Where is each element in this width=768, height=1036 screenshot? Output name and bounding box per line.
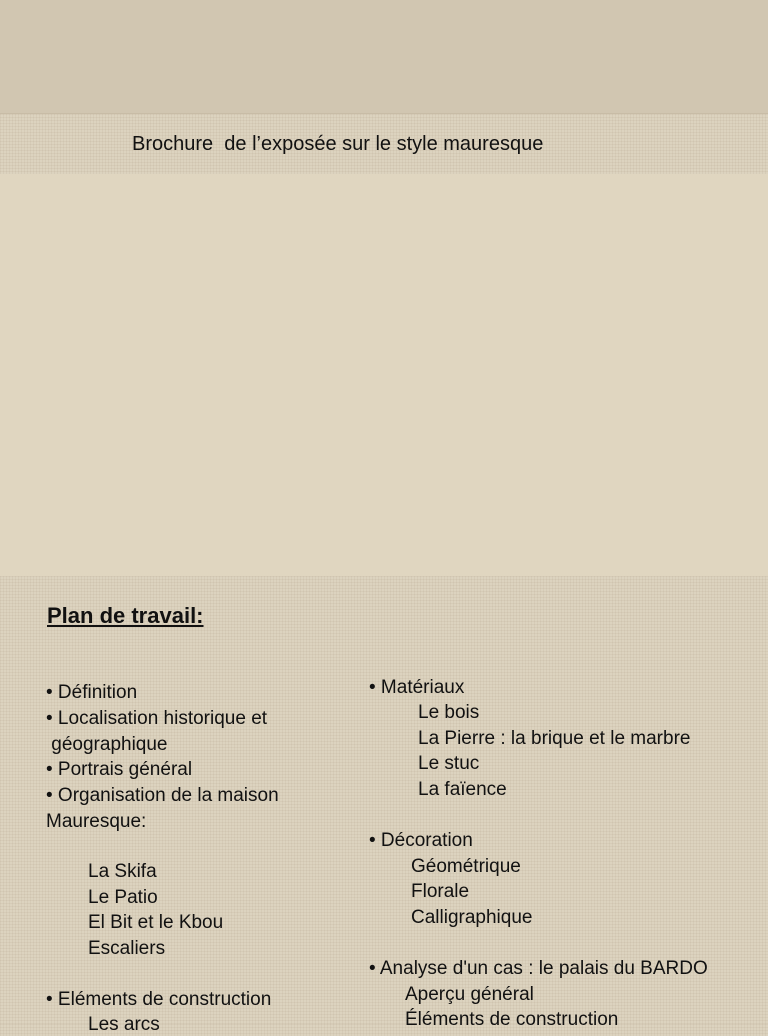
bullet-materiaux: • Matériaux — [369, 677, 465, 698]
decoration-geometrique: Géométrique — [411, 856, 521, 877]
bullet-decoration: • Décoration — [369, 830, 473, 851]
plan-title: Plan de travail: — [47, 603, 204, 628]
analyse-elements: Éléments de construction — [405, 1009, 619, 1030]
bullet-localisation: • Localisation historique et — [46, 708, 268, 729]
materiaux-pierre: La Pierre : la brique et le marbre — [418, 728, 691, 749]
bullet-elements: • Eléments de construction — [46, 989, 272, 1010]
organisation-continuation: Mauresque: — [46, 811, 147, 832]
bullet-portrais: • Portrais général — [46, 759, 193, 780]
sub-item-patio: Le Patio — [88, 887, 158, 908]
header-band — [0, 0, 768, 114]
bullet-definition: • Définition — [46, 682, 138, 703]
materiaux-stuc: Le stuc — [418, 753, 480, 774]
image-placeholder-panel — [0, 174, 768, 576]
brochure-title: Brochure de l’exposée sur le style mauresque — [132, 133, 544, 155]
analyse-apercu: Aperçu général — [405, 984, 534, 1005]
sub-item-skifa: La Skifa — [88, 861, 157, 882]
sub-item-arcs: Les arcs — [88, 1014, 160, 1035]
decoration-florale: Florale — [411, 881, 470, 902]
sub-item-escaliers: Escaliers — [88, 938, 166, 959]
bullet-organisation: • Organisation de la maison — [46, 785, 279, 806]
localisation-continuation: géographique — [46, 734, 168, 755]
materiaux-faience: La faïence — [418, 779, 507, 800]
bullet-analyse: • Analyse d'un cas : le palais du BARDO — [369, 958, 708, 979]
decoration-calligraphique: Calligraphique — [411, 907, 533, 928]
materiaux-bois: Le bois — [418, 702, 480, 723]
sub-item-bit-kbou: El Bit et le Kbou — [88, 912, 224, 933]
